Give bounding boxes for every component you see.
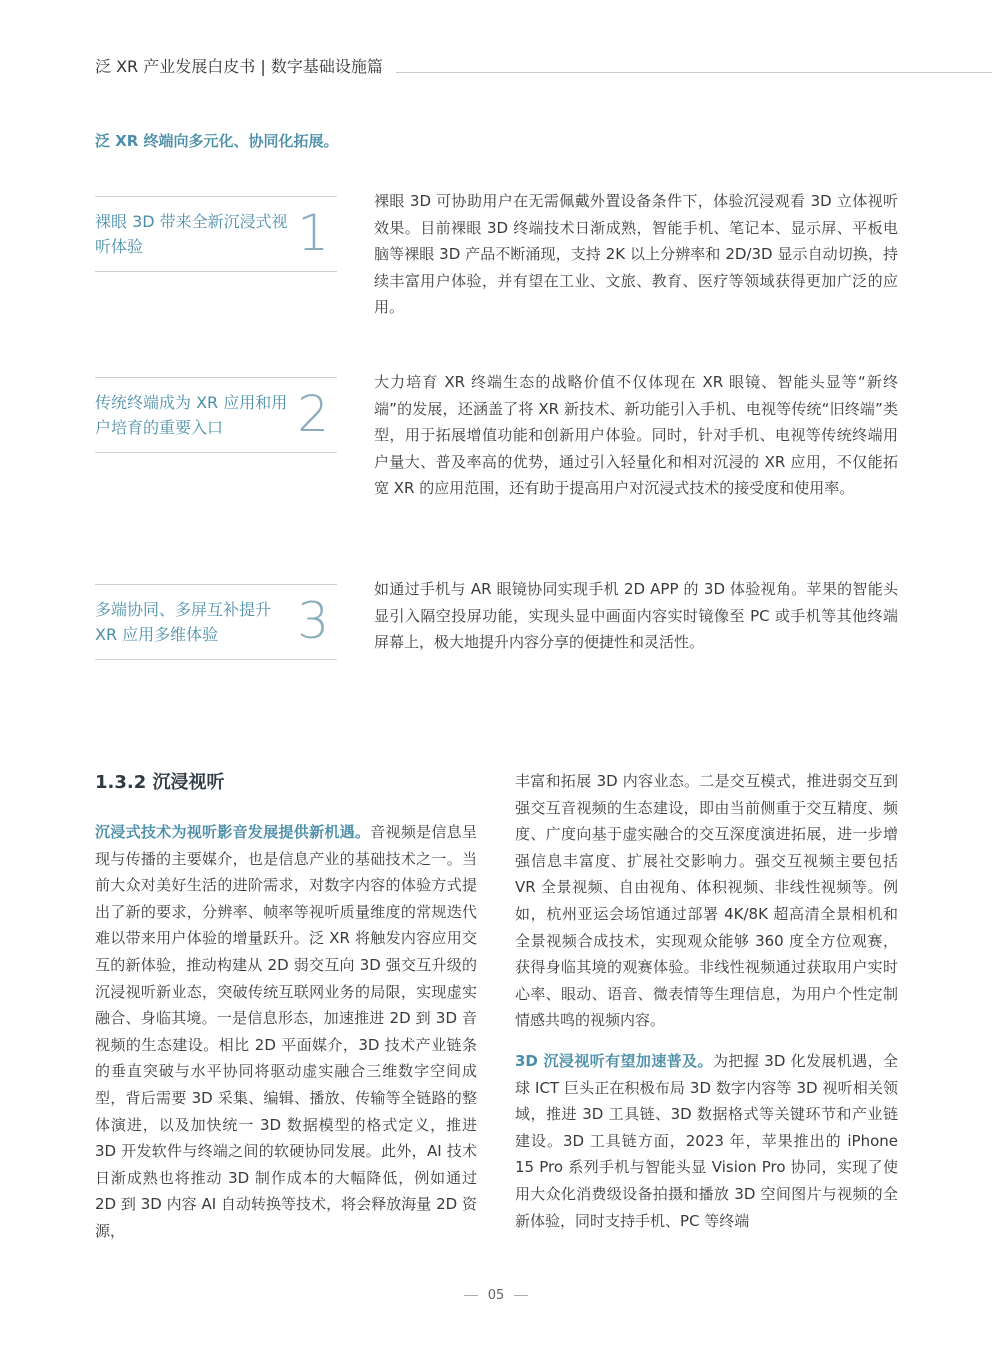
paragraph-body: 音视频是信息呈现与传播的主要媒介，也是信息产业的基础技术之一。当前大众对美好生活的进阶需求，对数字内容的体验方式提出了新的要求，分辨率、帧率等视听质量维度的常规迭代难以带来用户体验的增量跃升。泛 XR 将触发内容应用交互的新体验，推动构建从 2D 弱交互向 3D 强交互升级的沉浸视听新业态，突破传统互联网业务的局限，实现虚实融合、身临其境。一是信息形态，加速推进 2D 到 3D 音视频的生态建设。相比 2D 平面媒介，3D 技术产业链条的垂直突破与水平协同将驱动虚实融合三维数字空间成型，背后需要 3D 采集、编辑、播放、传输等全链路的整体演进，以及加快统一 3D 数据模型的格式定义，推进 3D 开发软件与终端之间的软硬协同发展。此外，AI 技术日渐成熟也将推动 3D 制作成本的大幅降低，例如通过 2D 到 3D 内容 AI 自动转换等技术，将会释放海量 2D 资源，	[95, 823, 477, 1240]
paragraph-lead: 沉浸式技术为视听影音发展提供新机遇。	[95, 823, 371, 841]
paragraph-spacer	[515, 1034, 898, 1048]
left-column	[95, 819, 477, 1245]
feature-text: 大力培育 XR 终端生态的战略价值不仅体现在 XR 眼镜、智能头显等“新终端”的发展，还涵盖了将 XR 新技术、新功能引入手机、电视等传统“旧终端”类型，用于拓展增值功能和创新用户体验。同时，针对手机、电视等传统终端用户量大、普及率高的优势，通过引入轻量化和相对沉浸的 XR 应用，不仅能拓宽 XR 的应用范围，还有助于提高用户对沉浸式技术的接受度和使用率。	[374, 373, 898, 498]
feature-text: 如通过手机与 AR 眼镜协同实现手机 2D APP 的 3D 体验视角。苹果的智能头显引入隔空投屏功能，实现头显中画面内容实时镜像至 PC 或手机等其他终端屏幕上，极大地提升内容分享的便捷性和灵活性。	[374, 580, 898, 652]
feature-label-box	[95, 584, 337, 660]
feature-title: 多端协同、多屏互补提升 XR 应用多维体验	[95, 600, 272, 644]
page-footer	[0, 1288, 992, 1303]
paragraph-lead: 3D 沉浸视听有望加速普及。	[515, 1051, 713, 1070]
intro-heading: 泛 XR 终端向多元化、协同化拓展。	[95, 132, 339, 150]
feature-label-box	[95, 196, 337, 272]
footer-dash-right	[514, 1295, 528, 1296]
feature-number: 3	[297, 592, 329, 650]
right-column	[515, 768, 898, 1234]
section-title: 1.3.2 沉浸视听	[95, 772, 225, 793]
feature-number: 2	[297, 385, 329, 443]
feature-number: 1	[297, 204, 329, 262]
feature-text: 裸眼 3D 可协助用户在无需佩戴外置设备条件下，体验沉浸观看 3D 立体视听效果。目前裸眼 3D 终端技术日渐成熟，智能手机、笔记本、显示屏、平板电脑等裸眼 3D 产品不断涌现，支持 2K 以上分辨率和 2D/3D 显示自动切换，持续丰富用户体验，并有望在工业、文旅、教育、医疗等领域获得更加广泛的应用。	[374, 192, 898, 317]
paragraph-body: 为把握 3D 化发展机遇，全球 ICT 巨头正在积极布局 3D 数字内容等 3D 视听相关领域，推进 3D 工具链、3D 数据格式等关键环节和产业链建设。3D 工具链方面，2023 年，苹果推出的 iPhone 15 Pro 系列手机与智能头显 Vision Pro 协同，实现了使用大众化消费级设备拍摄和播放 3D 空间图片与视频的全新体验，同时支持手机、PC 等终端	[515, 1051, 898, 1230]
paragraph	[515, 1048, 898, 1234]
feature-label-box	[95, 377, 337, 453]
feature-title: 裸眼 3D 带来全新沉浸式视听体验	[95, 212, 288, 256]
paragraph-body: 丰富和拓展 3D 内容业态。二是交互模式，推进弱交互到强交互音视频的生态建设，即由当前侧重于交互精度、频度、广度向基于虚实融合的交互深度演进拓展，进一步增强信息丰富度、扩展社交影响力。强交互视频主要包括 VR 全景视频、自由视角、体积视频、非线性视频等。例如，杭州亚运会场馆通过部署 4K/8K 超高清全景相机和全景视频合成技术，实现观众能够 360 度全方位观赛，获得身临其境的观赛体验。非线性视频通过获取用户实时心率、眼动、语音、微表情等生理信息，为用户个性定制情感共鸣的视频内容。	[515, 772, 898, 1030]
document-header: 泛 XR 产业发展白皮书 | 数字基础设施篇	[95, 57, 383, 76]
feature-title: 传统终端成为 XR 应用和用户培育的重要入口	[95, 393, 288, 437]
footer-dash-left	[464, 1295, 478, 1296]
header-divider	[396, 72, 992, 73]
page-number: 05	[487, 1288, 505, 1303]
